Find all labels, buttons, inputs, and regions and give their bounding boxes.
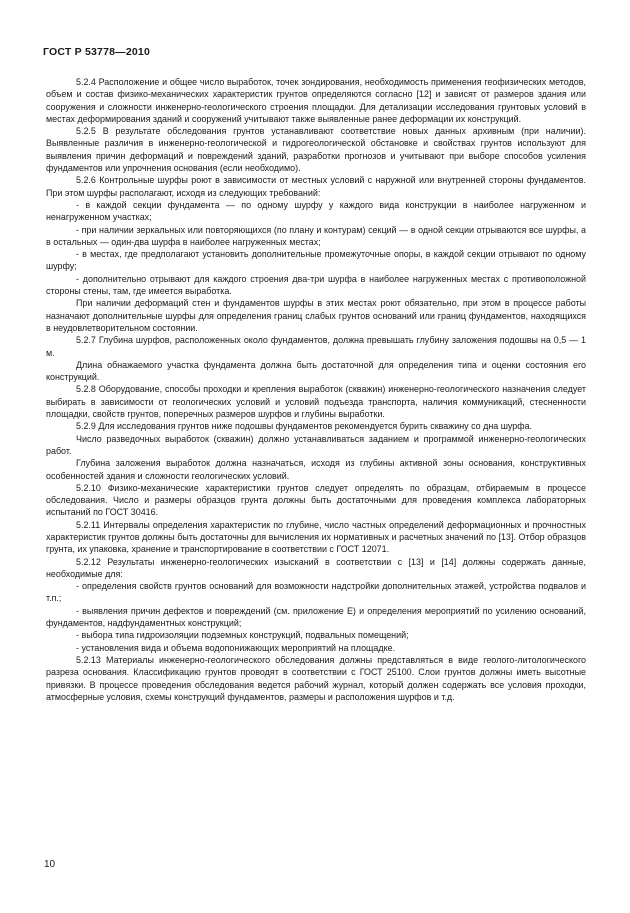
document-header: ГОСТ Р 53778—2010 [43,46,151,58]
paragraph-5-2-11: 5.2.11 Интервалы определения характеристик по глубине, число частных определений деформационных и прочностных характеристик грунтов должны быть достаточны для вычисления их нормативных и расчетных значений по [13]. Отбор образцов грунта, их упаковка, хранение и транспортирование в соответствии с ГОСТ 12071. [46,519,586,555]
paragraph-5-2-4: 5.2.4 Расположение и общее число выработок, точек зондирования, необходимость применения геофизических методов, объем и состав физико-механических характеристик грунтов определяются согласно [12] и зависят от размеров здания или сооружения и сложности инженерно-геологического строения площадки. Для детализации исследования грунтовых условий в местах деформирования зданий и сооружений учитывают также выявленные ранее деформации их конструкций. [46,77,586,124]
paragraph-5-2-7: 5.2.7 Глубина шурфов, расположенных около фундаментов, должна превышать глубину заложения подошвы на 0,5 — 1 м. [46,335,586,358]
document-body [46,76,586,703]
paragraph: Глубина заложения выработок должна назначаться, исходя из глубины активной зоны основания, конструктивных особенностей здания и сложности геологических условий. [46,458,586,481]
paragraph-5-2-6: 5.2.6 Контрольные шурфы роют в зависимости от местных условий с наружной или внутренней стороны фундаментов. При этом шурфы располагают, исходя из следующих требований: [46,175,586,198]
paragraph-5-2-13: 5.2.13 Материалы инженерно-геологического обследования должны представляться в виде геолого-литологического разреза основания. Классификацию грунтов проводят в соответствии с ГОСТ 25100. Слои грунтов должны иметь высотные привязки. В процессе проведения обследования ведется рабочий журнал, который должен содержать все условия проходки, атмосферные условия, схемы конструкций фундаментов, размеры и расположения шурфов и т.д. [46,654,586,702]
list-item: - при наличии зеркальных или повторяющихся (по плану и контурам) секций — в одной секции отрываются все шурфы, а в остальных — один-два шурфа в наиболее нагруженных местах; [46,224,586,247]
paragraph-5-2-10: 5.2.10 Физико-механические характеристики грунтов следует определять по образцам, отбираемым в процессе обследования. Число и размеры образцов грунта должны быть достаточными для проведения комплекса лабораторных испытаний по ГОСТ 30416. [46,482,586,518]
paragraph-5-2-9: 5.2.9 Для исследования грунтов ниже подошвы фундаментов рекомендуется бурить скважину со дна шурфа. [76,421,533,432]
paragraph: Длина обнажаемого участка фундамента должна быть достаточной для определения типа и оценки состояния его конструкций. [46,359,586,383]
list-item: - выбора типа гидроизоляции подземных конструкций, подвальных помещений; [76,630,409,641]
paragraph-5-2-8: 5.2.8 Оборудование, способы проходки и крепления выработок (скважин) инженерно-геологического назначения следует выбирать в зависимости от геологических условий и условий подъезда транспорта, наличия коммуникаций, стесненности площадки, свойств грунтов, поперечных размеров шурфов и глубины выработки. [46,384,586,420]
list-item: - в каждой секции фундамента — по одному шурфу у каждого вида конструкции в наиболее нагруженном и ненагруженном участках; [46,199,586,223]
list-item: - дополнительно отрывают для каждого строения два-три шурфа в наиболее нагруженных местах с противоположной стороны стены, там, где имеется выработка. [46,273,586,297]
paragraph-5-2-5: 5.2.5 В результате обследования грунтов устанавливают соответствие новых данных архивным (при наличии). Выявленные различия в инженерно-геологической и гидрогеологической обстановке и свойствах грунтов используют для выявления причин деформаций и повреждений зданий, разработки прогнозов и учитывают при выборе способов усиления фундаментов или упрочнения основания (если необходимо). [46,126,586,174]
paragraph: Число разведочных выработок (скважин) должно устанавливаться заданием и программой инженерно-геологических работ. [46,433,586,456]
list-item: - в местах, где предполагают установить дополнительные промежуточные опоры, в каждой секции отрывают по одному шурфу; [46,249,586,272]
paragraph: При наличии деформаций стен и фундаментов шурфы в этих местах роют обязательно, при этом в процессе работы назначают дополнительные шурфы для определения границ слабых грунтов оснований или границ фундаментов, находящихся в неудовлетворительном состоянии. [46,298,586,333]
paragraph-5-2-12: 5.2.12 Результаты инженерно-геологических изысканий в соответствии с [13] и [14] должны содержать данные, необходимые для: [46,556,586,579]
page-number: 10 [44,859,56,870]
list-item: - определения свойств грунтов оснований для возможности надстройки дополнительных этажей, устройства подвалов и т.п.; [46,581,586,604]
list-item: - выявления причин дефектов и повреждений (см. приложение Е) и определения мероприятий по усилению оснований, фундаментов, надфундаментных конструкций; [46,605,586,629]
list-item: - установления вида и объема водопонижающих мероприятий на площадке. [76,642,396,653]
